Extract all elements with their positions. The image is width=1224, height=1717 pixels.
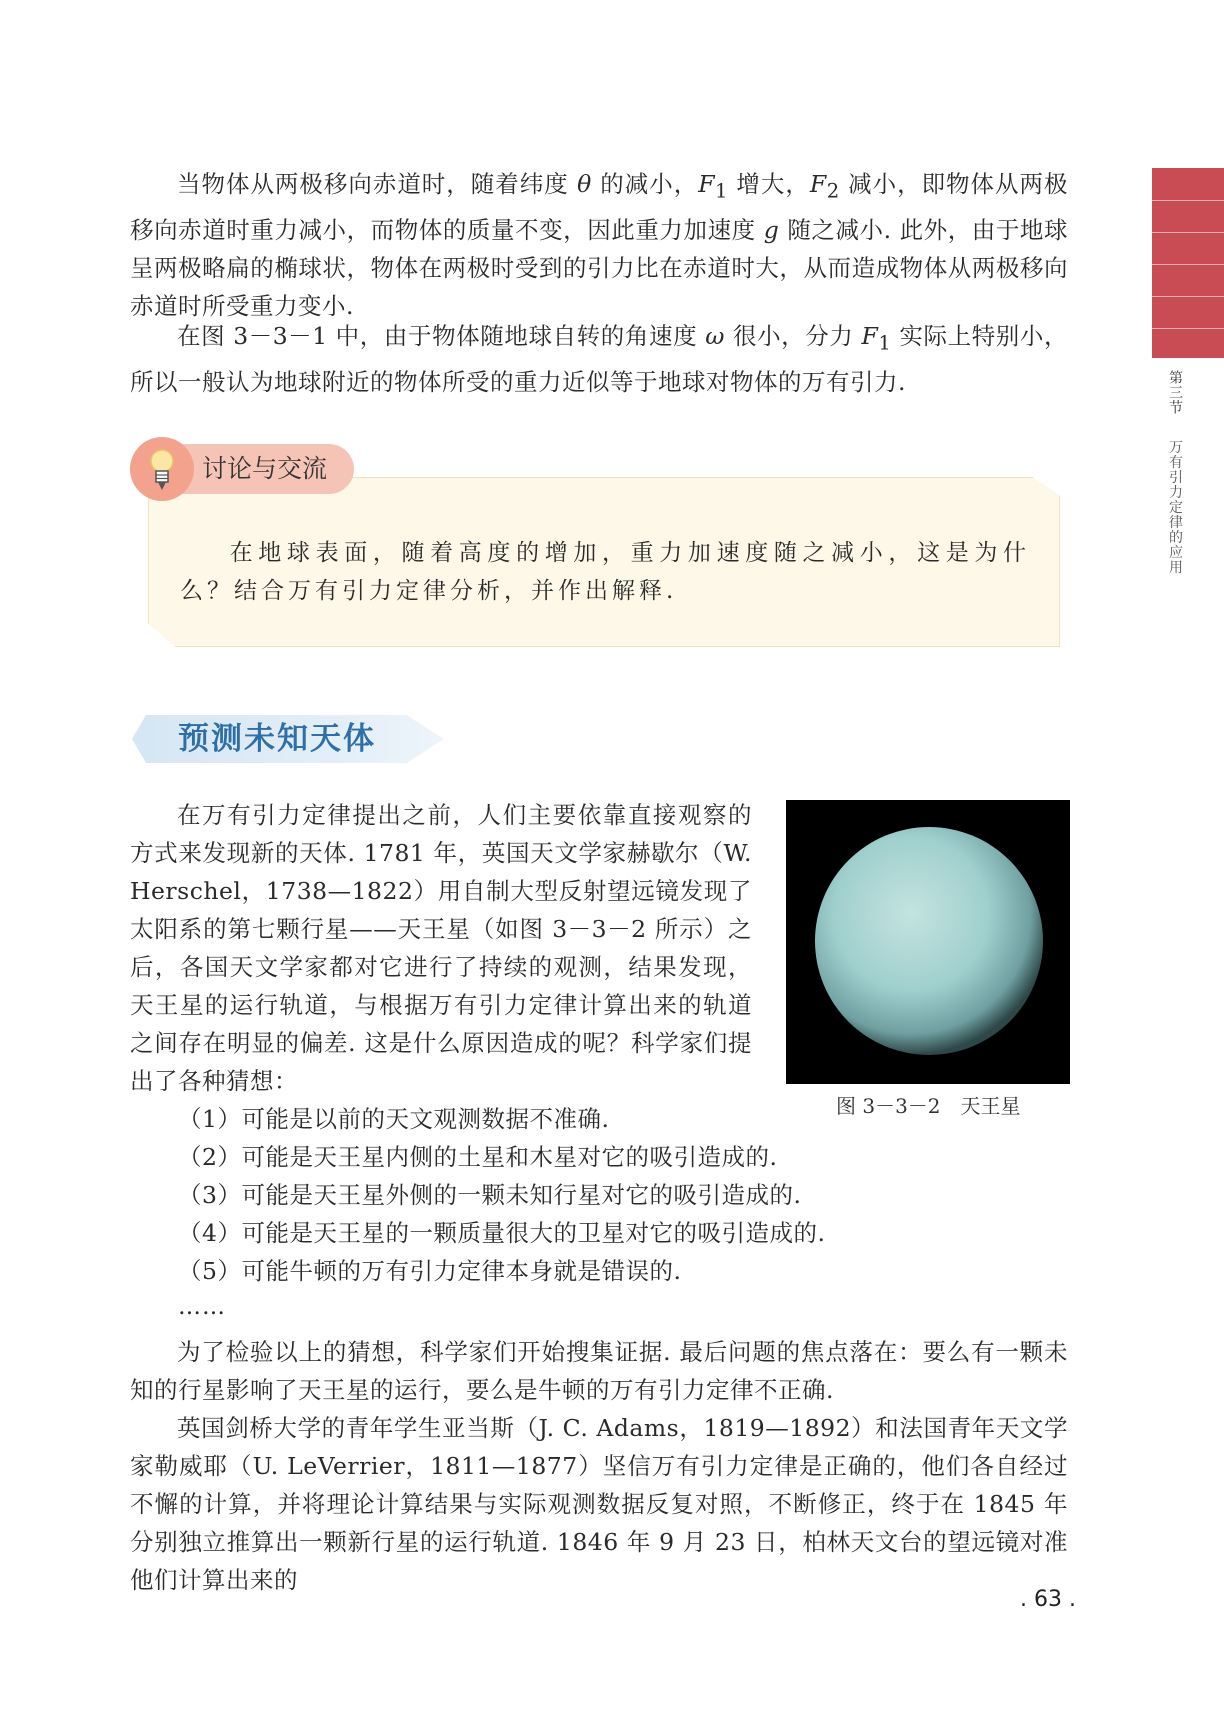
- text-run: 增大，: [727, 170, 810, 198]
- text-run: 实际上特别小，所以一般认为地球附近的物体所受的重力近似等于地球对物体的万有引力.: [130, 322, 1068, 396]
- math-f: F: [698, 170, 716, 198]
- list-item: （4）可能是天王星的一颗质量很大的卫星对它的吸引造成的.: [178, 1219, 826, 1247]
- side-section-number: 第三节: [1167, 370, 1183, 415]
- tab-divider: [1152, 232, 1224, 233]
- side-section-title: 万有引力定律的应用: [1167, 439, 1183, 575]
- text-run: 减小，即物体从两极移向赤道时重力减小，而物体的质量不变，因此重力加速度: [130, 170, 1068, 244]
- tab-divider: [1152, 264, 1224, 265]
- math-f: F: [809, 170, 827, 198]
- discussion-title: 讨论与交流: [202, 454, 328, 483]
- tab-divider: [1152, 296, 1224, 297]
- side-section-label: [1157, 370, 1183, 575]
- math-subscript: 2: [826, 179, 840, 203]
- text-run: 在图 3－3－1 中，由于物体随地球自转的角速度: [177, 322, 706, 350]
- page-number: . 63 .: [1020, 1587, 1076, 1612]
- math-subscript: 1: [878, 331, 892, 355]
- math-g: g: [763, 215, 780, 244]
- uranus-figure: [786, 800, 1070, 1084]
- paragraph-gravity-approximation: [130, 317, 1068, 401]
- discussion-text: [180, 534, 1030, 610]
- text-run: 当物体从两极移向赤道时，随着纬度: [177, 170, 578, 198]
- tab-divider: [1152, 200, 1224, 201]
- paragraph-adams-leverrier: 英国剑桥大学的青年学生亚当斯（J. C. Adams，1819—1892）和法国青年天文学家勒威耶（U. LeVerrier，1811—1877）坚信万有引力定律是正确的，他们各自经过不懈的计算，并将理论计算结果与实际观测数据反复对照，不断修正，终于在 1845 年分别独立推算出一颗新行星的运行轨道. 1846 年 9 月 23 日，柏林天文台的望远镜对准他们计算出来的: [130, 1414, 1068, 1594]
- section-title: 预测未知天体: [178, 721, 376, 757]
- paragraph-evidence: 为了检验以上的猜想，科学家们开始搜集证据. 最后问题的焦点落在：要么有一颗未知的行星影响了天王星的运行，要么是牛顿的万有引力定律不正确.: [130, 1338, 1068, 1404]
- chapter-side-tab: [1152, 168, 1224, 358]
- paragraph-gravity-latitude: [130, 165, 1068, 325]
- text-run: 的减小，: [591, 170, 699, 198]
- text-run: 很小，分力: [724, 322, 862, 350]
- list-ellipsis: ……: [178, 1294, 226, 1320]
- list-item: （3）可能是天王星外侧的一颗未知行星对它的吸引造成的.: [178, 1181, 802, 1209]
- math-subscript: 1: [715, 179, 728, 203]
- math-omega: ω: [705, 322, 725, 350]
- discussion-question: 在地球表面，随着高度的增加，重力加速度随之减小，这是为什么？结合万有引力定律分析，并作出解释.: [180, 540, 1030, 604]
- hypotheses-list: [178, 1100, 825, 1290]
- text-run: 随之减小. 此外，由于地球呈两极略扁的椭球状，物体在两极时受到的引力比在赤道时大，从而造成物体从两极移向赤道时所受重力变小.: [130, 215, 1068, 320]
- math-theta: θ: [577, 170, 592, 198]
- list-item: （2）可能是天王星内侧的土星和木星对它的吸引造成的.: [178, 1143, 778, 1171]
- math-f: F: [861, 322, 879, 350]
- uranus-planet-image: [786, 800, 1070, 1084]
- figure-caption: 图 3－3－2 天王星: [836, 1094, 1021, 1118]
- paragraph-uranus-discovery: 在万有引力定律提出之前，人们主要依靠直接观察的方式来发现新的天体. 1781 年，英国天文学家赫歇尔（W. Herschel，1738—1822）用自制大型反射望远镜发现了太阳系的第七颗行星——天王星（如图 3－3－2 所示）之后，各国天文学家都对它进行了持续的观测，结果发现，天王星的运行轨道，与根据万有引力定律计算出来的轨道之间存在明显的偏差. 这是什么原因造成的呢？科学家们提出了各种猜想：: [130, 801, 752, 1095]
- list-item: （5）可能牛顿的万有引力定律本身就是错误的.: [178, 1257, 682, 1285]
- list-item: （1）可能是以前的天文观测数据不准确.: [178, 1105, 610, 1133]
- tab-divider: [1152, 328, 1224, 329]
- lightbulb-icon: [144, 446, 180, 492]
